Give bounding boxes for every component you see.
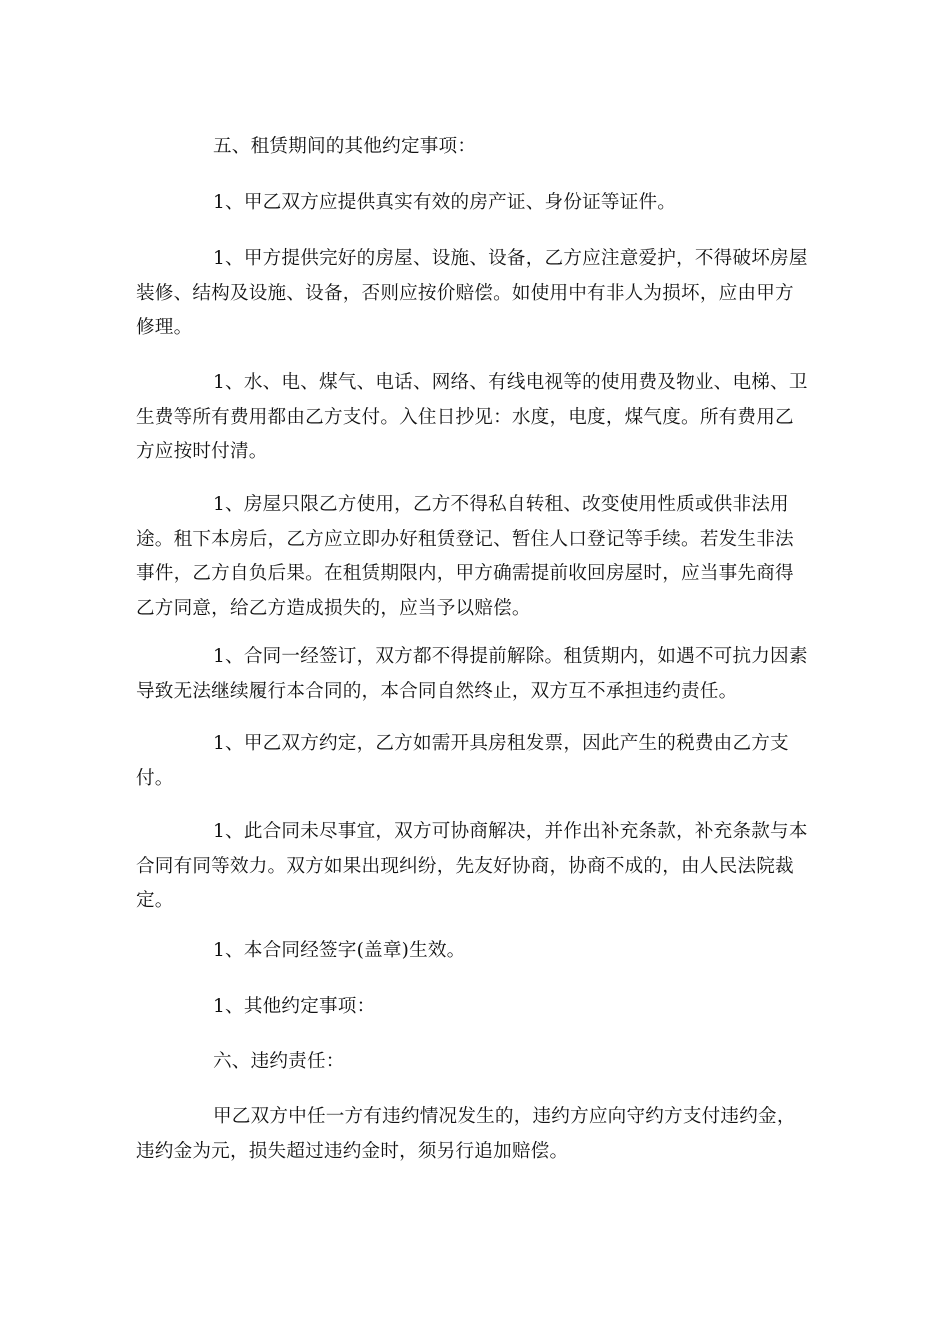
clause-paragraph: 1、甲乙双方应提供真实有效的房产证、身份证等证件。 bbox=[213, 192, 677, 213]
clause-paragraph: 1、甲乙双方约定，乙方如需开具房租发票，因此产生的税费由乙方支付。 bbox=[136, 733, 789, 789]
clause-paragraph: 1、甲方提供完好的房屋、设施、设备，乙方应注意爱护，不得破坏房屋装修、结构及设施、设备，否则应按价赔偿。如使用中有非人为损坏，应由甲方修理。 bbox=[136, 248, 808, 339]
section-heading-five: 五、租赁期间的其他约定事项： bbox=[213, 136, 477, 157]
clause-paragraph: 1、房屋只限乙方使用，乙方不得私自转租、改变使用性质或供非法用途。租下本房后，乙方应立即办好租赁登记、暂住人口登记等手续。若发生非法事件，乙方自负后果。在租赁期限内，甲方确需提前收回房屋时，应当事先商得乙方同意，给乙方造成损失的，应当予以赔偿。 bbox=[136, 494, 794, 619]
clause-paragraph: 1、此合同未尽事宜，双方可协商解决，并作出补充条款，补充条款与本合同有同等效力。双方如果出现纠纷，先友好协商，协商不成的，由人民法院裁定。 bbox=[136, 821, 808, 912]
breach-paragraph: 甲乙双方中任一方有违约情况发生的，违约方应向守约方支付违约金，违约金为元，损失超过违约金时，须另行追加赔偿。 bbox=[136, 1106, 796, 1162]
section-heading-six: 六、违约责任： bbox=[213, 1051, 345, 1072]
clause-paragraph: 1、水、电、煤气、电话、网络、有线电视等的使用费及物业、电梯、卫生费等所有费用都由乙方支付。入住日抄见：水度，电度，煤气度。所有费用乙方应按时付清。 bbox=[136, 372, 808, 463]
clause-paragraph: 1、合同一经签订，双方都不得提前解除。租赁期内，如遇不可抗力因素导致无法继续履行本合同的，本合同自然终止，双方互不承担违约责任。 bbox=[136, 646, 808, 702]
clause-paragraph: 1、其他约定事项： bbox=[213, 996, 376, 1017]
clause-paragraph: 1、本合同经签字(盖章)生效。 bbox=[213, 940, 466, 961]
